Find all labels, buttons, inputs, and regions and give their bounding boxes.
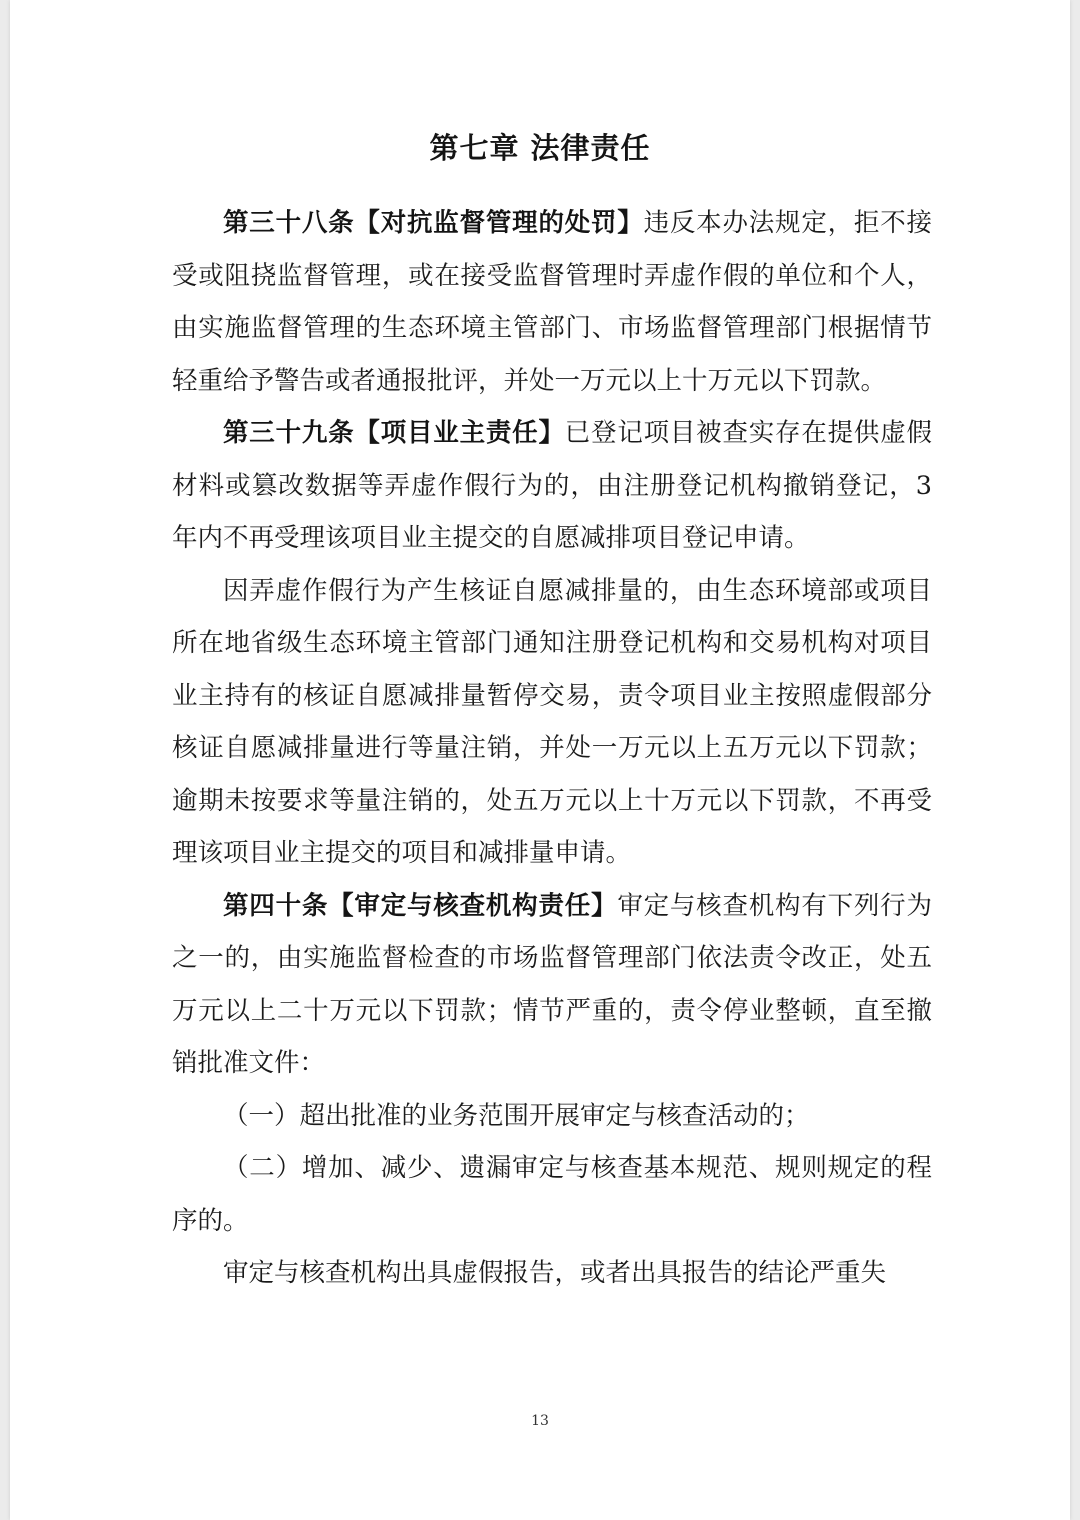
paragraph-text: 审定与核查机构出具虚假报告，或者出具报告的结论严重失: [223, 1258, 887, 1288]
article-40-paragraph-2: [172, 1247, 932, 1300]
article-heading: 第三十八条【对抗监督管理的处罚】: [223, 208, 644, 238]
article-38: [172, 197, 932, 407]
article-39: [172, 407, 932, 565]
article-39-paragraph-2: [172, 565, 932, 880]
list-item-text: （二）增加、减少、遗漏审定与核查基本规范、规则规定的程序的。: [172, 1153, 932, 1236]
article-text: 已登记项目被查实存在提供虚假材料或篡改数据等弄虚作假行为的，由注册登记机构撤销登记，3 年内不再受理该项目业主提交的自愿减排项目登记申请。: [172, 418, 932, 553]
article-text: 违反本办法规定，拒不接受或阻挠监督管理，或在接受监督管理时弄虚作假的单位和个人，由实施监督管理的生态环境主管部门、市场监督管理部门根据情节轻重给予警告或者通报批评，并处一万元以上十万元以下罚款。: [172, 208, 932, 396]
page-number: 13: [531, 1413, 549, 1429]
article-40: [172, 880, 932, 1090]
list-item-text: （一）超出批准的业务范围开展审定与核查活动的；: [223, 1100, 810, 1131]
document-body: [172, 197, 932, 1300]
article-heading: 第三十九条【项目业主责任】: [223, 418, 565, 448]
article-text: 审定与核查机构有下列行为之一的，由实施监督检查的市场监督管理部门依法责令改正，处五万元以上二十万元以下罚款；情节严重的，责令停业整顿，直至撤销批准文件：: [172, 890, 932, 1078]
article-40-item-1: [172, 1090, 932, 1143]
document-page: [10, 0, 1070, 1520]
chapter-title: 第七章 法律责任: [429, 131, 651, 165]
paragraph-text: 因弄虚作假行为产生核证自愿减排量的，由生态环境部或项目所在地省级生态环境主管部门通知注册登记机构和交易机构对项目业主持有的核证自愿减排量暂停交易，责令项目业主按照虚假部分核证自愿减排量进行等量注销，并处一万元以上五万元以下罚款；逾期未按要求等量注销的，处五万元以上十万元以下罚款，不再受理该项目业主提交的项目和减排量申请。: [172, 575, 932, 868]
article-40-item-2: [172, 1142, 932, 1247]
article-heading: 第四十条【审定与核查机构责任】: [223, 890, 618, 921]
